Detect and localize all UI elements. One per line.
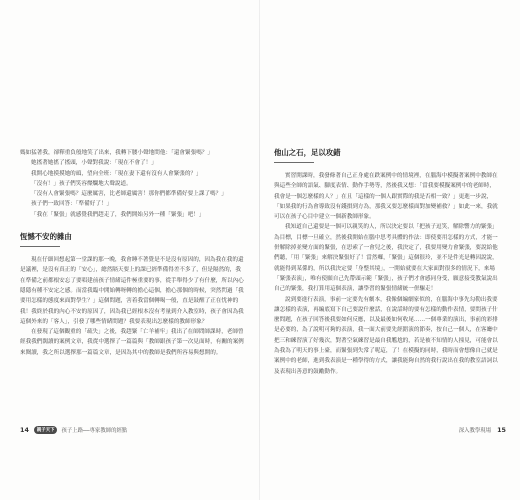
section-heading: 他山之石，足以攻錯 — [274, 148, 341, 157]
paragraph-gap — [20, 220, 246, 230]
section-paragraph: 我知道自己還要是一個可以親笑的人，所以決定要以「把孩子逗笑，解除響力的緊張」為目標，目標一旦確立，然後我開始在腦中思考具體的作法：即使要用怎樣的方式，才能一併解除掉並變方面的緊張，在思索了一會兒之後，我決定了，我要用變力會緊張，要說給他們聽，「用「緊張」來解決緊張好了！當然囉，「緊張」這個很玲，並不是件光是轉因說說，就能得到某係的，所以我決定要「身整其境」，一開始就要在大家面對很多的情況下，來場「緊張表演」，唯有使願自己先帶頭示範「緊張」，孩子們才會感同身受，願意接受教氣說出自己的緊張，我打算用這個表演，讓學習的緊張情緒統一併驅走！ — [274, 224, 498, 293]
left-paragraph: 「沒有！」孩子們笑容燦爛地大聲說道。 — [31, 180, 132, 187]
left-paragraph: 媽如猛著我，卻釋重負般地笑了出來，我轉下腰小聲地問他：「還會緊張嗎？」 — [20, 150, 213, 156]
left-paragraph: 「我在「緊張」就感覺我們趕走了，我們開始另外一種「緊張」吧！」 — [31, 211, 205, 218]
left-paragraph: 我開心地摸摸她的頭，望向全班：「現在妻下還有沒有人會緊張的？」 — [31, 170, 202, 177]
left-footer — [20, 426, 127, 434]
running-title: 深入教學現場 — [458, 428, 492, 434]
right-footer — [459, 426, 506, 434]
section-heading: 恆憾不安的雜由 — [20, 232, 72, 242]
left-paragraph: 孩子們一致回答：「準備好了！」 — [31, 201, 113, 208]
page-number: 15 — [497, 426, 506, 434]
left-paragraph: 「沒有人會緊張嗎？這麼厲害，比老師還厲害！那你們都準備好要上課了嗎？」 — [31, 191, 227, 198]
running-title: 孩子上路──專家教師的經點 — [61, 428, 128, 434]
brand-logo: 親子天下 — [34, 426, 58, 434]
right-page — [260, 0, 520, 500]
heading-underline — [274, 162, 314, 163]
heading-underline — [20, 246, 60, 247]
section-paragraph: 現在仔細回想起第一堂課的那一晚，我會睡不著覺是不是沒有原因的，因為我在我的還是議裡，是沒有真正的「安心」，總然隔天要上的課已經準備得差不多了，但是隔然的，我在準備之前都根安忘了要唱建前孩子情緒這件極重要的事，從手舉得少了有什麼，所以內心隱隱有種不安定之感。而當我臨中開始轉呀轉的擔心這個，擔心那個的時候，突然閃過「我要用怎樣的態度來面對學生？」這個問題，害着我當個轉喝一般，直是鼓醒了正在忧神的我！我終於我的內心不安的原因了，因為我已經根本沒有考量到介入教室時，孩子會因為我這個外來的「客人」，引發了哪些情緒問題？我要表現出怎麼樣的教師形象？ — [20, 257, 244, 325]
left-paragraph: 她搖著她搖了搖頭，小聲對我說：「現在不會了！」 — [31, 160, 157, 167]
page-number: 14 — [20, 426, 29, 434]
section-paragraph: 說到要進行表演，事前一定要先有劇本，我像個編劇家似的，在腦海中事先勾勒出我要讓怎樣的表演，再編底寫下自己要說什麼話，在說話時的要有怎樣的動作表情，要問孩子什麼問題，在孩子回答後我要如何反應，以及最後如何收尾……一個專業的演出，事前的彩排是必要的，為了說明可夠的表演，我一面大前要先經錯演的節奏，按自己一個人，在客廳中把三和練習演了好幾次，對著空氣練習是最自我尷尬的，若是被不知情的人撞見，可能會以為我為了明天的事上臺，而緊張到失常了呢這，了！在模擬的同時，我時而會想像自己就是案例中的老師，進到我表演是一種學得的方式，讓我能夠自然的我行說出在我的教室語詞以及表現出善意的鼓勵動作。 — [274, 296, 498, 375]
right-text-column — [274, 148, 500, 377]
section-paragraph: 實習開課時，我發條著自己正身處在跌案例中的情境裡，在腦海中模擬著案例中教師在與這些全師的語氣、腳度表情、動作手勢等，然後我又想：「當我要模擬案例中的老師時，我會是一個怎麼樣的人？」在且「這樣的一個人跟實際的我是否相一致？」更進一步說，「如果我的行為會導致沒有錢損到方為，那我又要怎麼樣面對加變補救？」如此一來，我就可以在孩子心目中建立一個新教師形象。 — [274, 173, 498, 221]
left-text-column — [20, 148, 246, 358]
section-paragraph: 在發現了這個觀重的「疏失」之後，我趕緊「亡羊補牢」我出了在師問師課時，老師曾經我我們闊讀的案例文章，我從中選擇了一篇篇與「教師跟孩子第一次見面時，有關的案例來閱讀，我之所以選擇那一篇篇文章，是因為其中的教師是我們所容易與想開的。 — [20, 329, 244, 356]
